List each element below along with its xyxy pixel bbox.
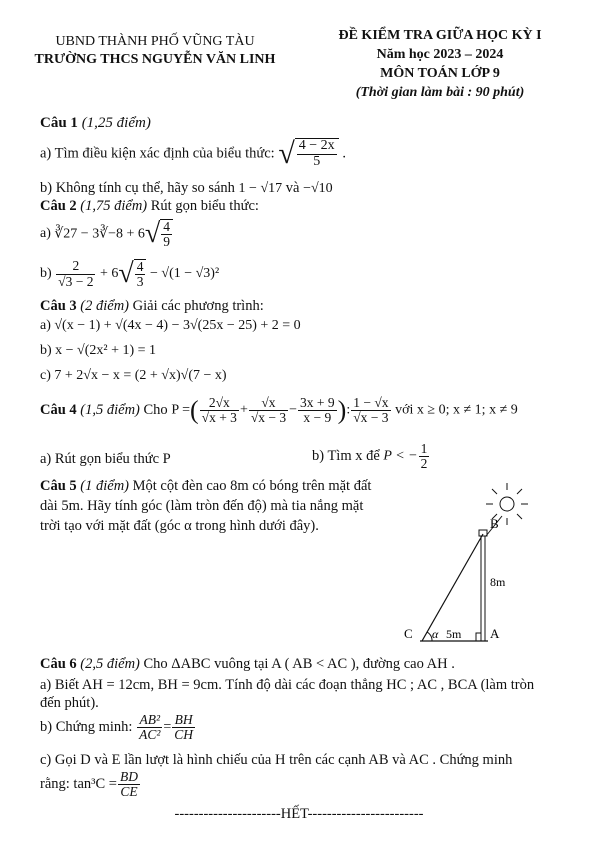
q2b-numerator-2: 4 [136,258,144,274]
question-4-intro: Cho [143,402,168,419]
label-B: B [490,516,499,531]
q4-condition: với x ≥ 0; x ≠ 1; x ≠ 9 [395,402,518,418]
q4-f3-num: 3x + 9 [300,395,335,410]
q2a-numerator: 4 [163,218,171,234]
question-5-label: Câu 5 [40,478,77,494]
q4-f1-num: 2√x [200,396,239,411]
school-year: Năm học 2023 – 2024 [376,47,504,62]
q2b-mid: + 6 [99,266,119,281]
question-2-points: (1,75 điểm) [80,198,148,214]
question-1a-text: a) Tìm điều kiện xác định của biểu thức: [40,145,275,162]
exam-duration: (Thời gian làm bài : 90 phút) [355,85,525,100]
question-4a: a) Rút gọn biểu thức P [40,451,171,467]
q4-f2-den: √x − 3 [250,410,287,426]
label-C: C [404,626,413,641]
q6c-num: BD [119,769,138,784]
question-4: Câu 4 (1,5 điểm) Cho P =( $\frac{2√x}{√x + 3}$ + $\frac{√x}{√x - 3}$ − $\frac{3x + 9}{x - 9}$ ): $\frac{1 - √x}{√x - 3}$ với x ≥ 0; x ≠ 1; x ≠ 9 [40,395,518,426]
question-1-heading [40,115,151,132]
question-6a-line2: đến phút). [40,695,99,711]
question-5-line3: trời tạo với mặt đất (góc α trong hình dưới đây). [40,518,319,534]
question-5-text1: Một cột đèn cao 8m có bóng trên mặt đất [132,478,372,494]
question-6c-line1: c) Gọi D và E lần lượt là hình chiếu của H trên các cạnh AB và AC . Chứng minh [40,752,513,768]
q2a-prefix: a) [40,226,51,241]
question-2b: b) $\frac{2}{√3 - 2}$ + 6√ $\frac{4}{3}$ − √(1 − √3)² [40,258,220,289]
question-1b-text: b) Không tính cụ thể, hãy so sánh [40,180,235,196]
label-height: 8m [490,575,506,589]
q6b-text: b) Chứng minh: [40,719,133,736]
question-5-line2: dài 5m. Hãy tính góc (làm tròn đến độ) mà tia nắng mặt [40,498,364,514]
q2b-numerator: 2 [56,259,95,274]
q6b-lnum: AB² [137,713,162,728]
question-2a: a) ∛27 − 3∛−8 + 6√ $\frac{4}{9}$ [40,218,173,250]
question-3-points: (2 điểm) [80,298,130,314]
question-1b-expr1: 1 − √17 [238,181,283,196]
shadow-ray-line [422,534,483,641]
question-3-intro: Giải các phương trình: [132,298,264,314]
school-authority: UBND THÀNH PHỐ VŨNG TÀU [55,34,255,49]
q2b-prefix: b) [40,266,52,281]
question-4-points: (1,5 điểm) [80,402,140,419]
q6b-lden: AC² [139,727,161,743]
question-1b [40,180,333,197]
label-base: 5m [446,627,462,641]
exam-title: ĐỀ KIỂM TRA GIỮA HỌC KỲ I [338,28,542,43]
q6b-rnum: BH [172,713,195,728]
label-A: A [490,626,500,641]
question-6-heading [40,656,455,673]
q2a-denominator: 9 [163,234,171,249]
question-5-points: (1 điểm) [80,478,130,494]
question-2-label: Câu 2 [40,198,77,214]
q4b-lhs: P < − [383,448,418,464]
q4b-den: 2 [420,456,428,472]
question-1-points: (1,25 điểm) [81,115,151,131]
question-3-label: Câu 3 [40,298,77,314]
question-1b-and: và [285,180,300,196]
school-name: TRƯỜNG THCS NGUYỄN VĂN LINH [34,52,276,67]
lamp-post-figure [390,478,530,648]
q6c-text: rằng: tan³C = [40,776,117,793]
question-4b [312,442,430,471]
question-2-intro: Rút gọn biểu thức: [150,198,259,214]
q2b-denominator-2: 3 [136,274,144,289]
label-alpha: α [432,627,439,641]
q6b-rden: CH [174,727,194,743]
question-3a: a) √(x − 1) + √(4x − 4) − 3√(25x − 25) + 2 = 0 [40,318,301,333]
end-marker: ----------------------HẾT------------------------ [174,806,424,822]
question-3b: b) x − √(2x² + 1) = 1 [40,343,157,358]
q1a-numerator: 4 − 2x [298,138,335,154]
q4b-num: 1 [420,441,428,456]
question-4-label: Câu 4 [40,402,77,419]
question-2-heading [40,198,259,215]
question-6c-line2 [40,770,141,799]
question-6b: b) Chứng minh: $\frac{\text{AB²}}{\text{AC²}}$ = $\frac{BH}{CH}$ [40,712,194,743]
q4b-text: b) Tìm x để [312,448,380,465]
q2b-denominator: √3 − 2 [58,273,94,289]
q4-f1-den: √x + 3 [201,410,237,426]
q6c-den: CE [120,784,138,800]
question-6-label: Câu 6 [40,656,77,672]
question-6-intro: Cho ΔABC vuông tại A ( AB < AC ), đường cao AH . [143,656,455,672]
right-angle-marker [476,633,481,641]
question-1b-expr2: −√10 [303,181,333,196]
q4-f3-den: x − 9 [303,410,332,426]
subject: MÔN TOÁN LỚP 9 [380,66,500,81]
q2b-end: − √(1 − √3)² [149,266,220,281]
q4-f4-num: 1 − √x [353,395,389,410]
question-1-label: Câu 1 [40,115,78,131]
question-3-heading [40,298,264,315]
question-6a-line1: a) Biết AH = 12cm, BH = 9cm. Tính độ dài các đoạn thẳng HC ; AC , BCA (làm tròn [40,677,535,693]
q1a-denominator: 5 [313,154,321,169]
question-1a-radical: √ $\frac{4 - 2x}{5}$ [278,137,338,171]
question-1a: a) Tìm điều kiện xác định của biểu thức: √ $\frac{4 - 2x}{5}$ . [40,137,346,170]
question-3c: c) 7 + 2√x − x = (2 + √x)√(7 − x) [40,368,227,383]
q4-f2-num: √x [249,396,288,411]
question-5-line1 [40,478,371,495]
question-6-points: (2,5 điểm) [80,656,140,672]
q2a-expr: ∛27 − 3∛−8 + 6 [54,226,145,242]
q4-p-lhs: P = [171,402,190,418]
q4-f4-den: √x − 3 [353,410,389,426]
